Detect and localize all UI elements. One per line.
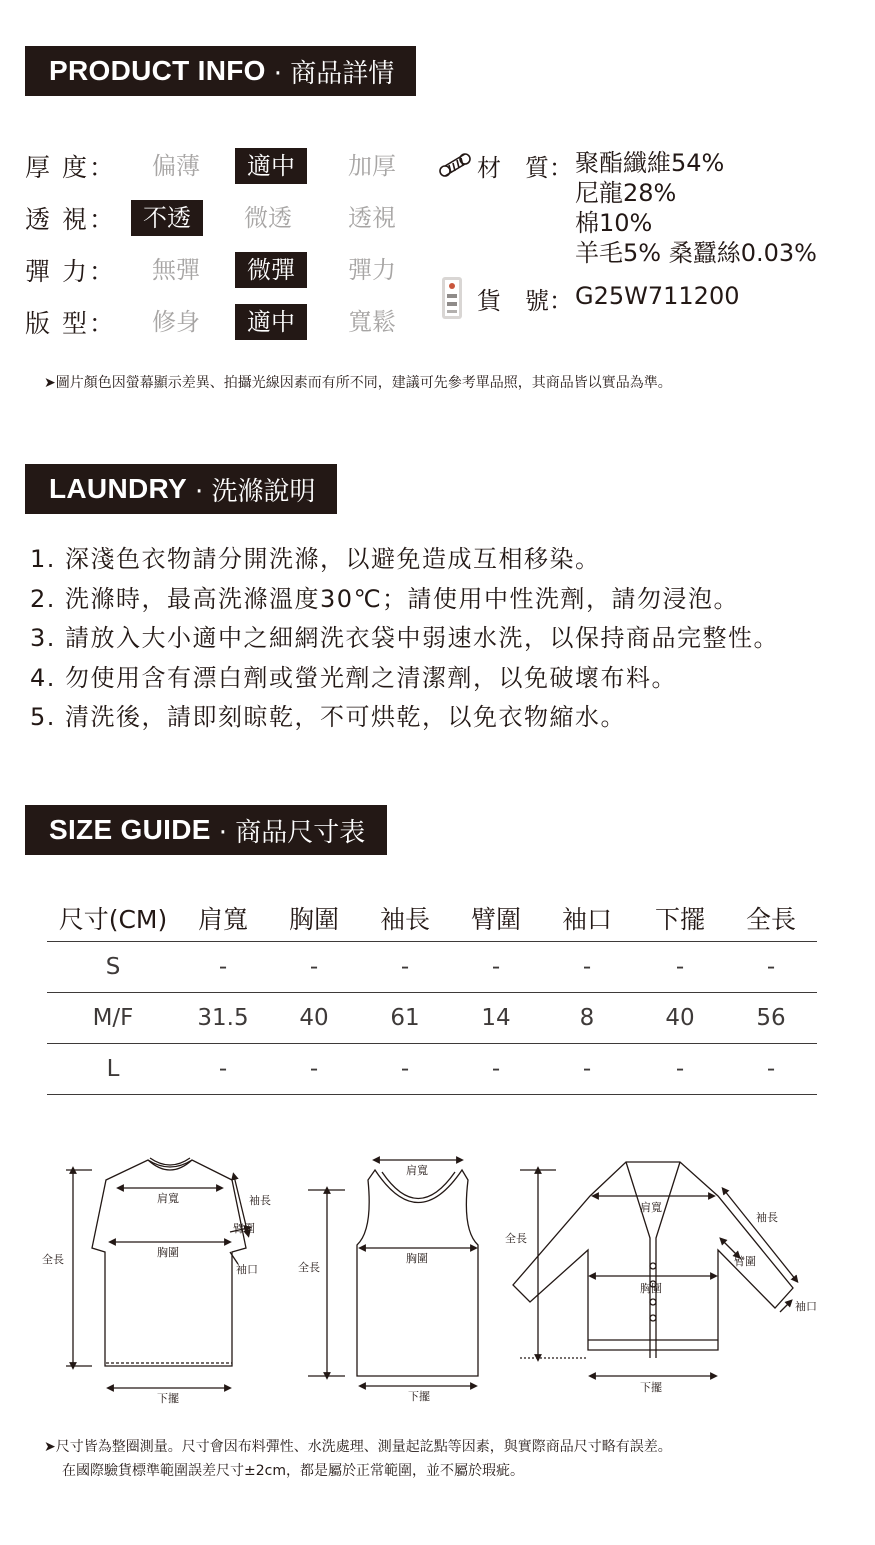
sku-value: G25W711200 — [575, 282, 740, 310]
attr-option-selected: 適中 — [235, 148, 307, 184]
attr-option-selected: 適中 — [235, 304, 307, 340]
attr-option-selected: 不透 — [131, 200, 203, 236]
attr-row-elasticity — [25, 252, 431, 288]
attr-label: 彈 力： — [25, 257, 116, 286]
table-row — [47, 1044, 817, 1095]
diagram-label: 下擺 — [157, 1392, 179, 1405]
table-cell: - — [218, 954, 228, 980]
diagram-label: 袖長 — [249, 1194, 271, 1207]
column-header: 袖長 — [379, 904, 430, 934]
material-line: 棉10% — [575, 209, 653, 237]
material-label: 材 質： — [477, 154, 573, 182]
diagram-label: 肩寬 — [640, 1201, 662, 1214]
laundry-item: 5. 清洗後，請即刻晾乾，不可烘乾，以免衣物縮水。 — [30, 703, 627, 731]
table-cell: - — [309, 1056, 319, 1082]
table-cell: 14 — [481, 1005, 511, 1031]
attr-option: 彈力 — [348, 256, 396, 284]
size-guide-title-en: SIZE GUIDE — [49, 814, 211, 845]
table-cell: - — [400, 1056, 410, 1082]
cardigan-diagram — [513, 1162, 796, 1376]
table-cell: - — [675, 954, 685, 980]
product-info-title-zh: · 商品詳情 — [273, 58, 395, 89]
diagram-label: 袖口 — [236, 1263, 258, 1276]
attr-row-thickness — [25, 148, 431, 184]
table-cell: 40 — [665, 1005, 695, 1031]
thread-spool-icon — [437, 151, 473, 185]
column-header: 肩寬 — [197, 904, 248, 934]
laundry-item: 4. 勿使用含有漂白劑或螢光劑之清潔劑，以免破壞布料。 — [30, 663, 678, 692]
attr-option: 加厚 — [348, 152, 396, 180]
column-header: 袖口 — [561, 904, 612, 934]
table-cell: - — [400, 954, 410, 980]
diagram-label: 下擺 — [640, 1381, 662, 1394]
diagram-label: 臂圍 — [233, 1222, 255, 1235]
diagram-label: 全長 — [42, 1253, 64, 1266]
attr-option: 偏薄 — [152, 152, 200, 180]
attr-row-fit — [25, 304, 431, 340]
table-cell: - — [766, 954, 776, 980]
column-header: 臂圍 — [470, 904, 521, 934]
table-cell: - — [582, 1056, 592, 1082]
column-header: 胸圍 — [288, 904, 339, 934]
table-cell: - — [491, 954, 501, 980]
diagram-label: 胸圍 — [157, 1246, 179, 1259]
size-cell: M/F — [92, 1005, 134, 1031]
diagram-label: 肩寬 — [157, 1192, 179, 1205]
diagram-label: 袖口 — [795, 1300, 817, 1313]
diagram-label: 肩寬 — [406, 1164, 428, 1177]
table-row — [47, 993, 817, 1044]
diagram-label: 臂圍 — [734, 1255, 756, 1268]
table-row — [47, 942, 817, 993]
table-cell: - — [309, 954, 319, 980]
material-line: 尼龍28% — [575, 179, 677, 207]
attr-option-selected: 微彈 — [235, 252, 307, 288]
laundry-header — [25, 464, 337, 514]
laundry-title-en: LAUNDRY — [49, 473, 187, 504]
diagram-label: 胸圍 — [406, 1252, 428, 1265]
material-line: 羊毛5% 桑蠶絲0.03% — [575, 239, 817, 267]
size-table — [47, 894, 817, 1095]
color-disclaimer: ➤圖片顏色因螢幕顯示差異、拍攝光線因素而有所不同，建議可先參考單品照，其商品皆以實品為準。 — [44, 375, 672, 391]
size-cell: L — [106, 1056, 120, 1082]
diagram-label: 下擺 — [408, 1390, 430, 1403]
table-cell: 40 — [299, 1005, 329, 1031]
tag-icon — [441, 276, 463, 326]
table-cell: - — [218, 1056, 228, 1082]
table-cell: - — [766, 1056, 776, 1082]
attr-row-transparency — [25, 200, 431, 236]
column-header: 下擺 — [654, 904, 705, 934]
table-cell: 61 — [390, 1005, 420, 1031]
attr-option: 透視 — [348, 204, 396, 232]
table-cell: - — [675, 1056, 685, 1082]
table-cell: - — [582, 954, 592, 980]
attr-option: 修身 — [152, 308, 200, 336]
attr-option: 寬鬆 — [348, 308, 396, 336]
column-header: 尺寸(CM) — [58, 904, 168, 934]
table-cell: - — [491, 1056, 501, 1082]
laundry-item: 1. 深淺色衣物請分開洗滌，以避免造成互相移染。 — [30, 545, 601, 573]
size-note-1: ➤尺寸皆為整圈測量。尺寸會因布料彈性、水洗處理、測量起訖點等因素，與實際商品尺寸略有誤差。 — [44, 1439, 672, 1455]
material-line: 聚酯纖維54% — [575, 149, 725, 177]
laundry-item: 3. 請放入大小適中之細網洗衣袋中弱速水洗，以保持商品完整性。 — [30, 624, 780, 652]
size-table-header — [47, 894, 817, 942]
column-header: 全長 — [745, 904, 796, 934]
laundry-list — [30, 540, 779, 738]
product-info-title-en: PRODUCT INFO — [49, 55, 266, 86]
size-guide-title-zh: · 商品尺寸表 — [218, 817, 366, 848]
attr-label: 版 型： — [25, 309, 116, 338]
diagram-label: 袖長 — [756, 1211, 778, 1224]
attr-label: 厚 度： — [25, 153, 116, 182]
size-cell: S — [105, 954, 121, 980]
sku-label: 貨 號： — [477, 287, 573, 315]
tank-diagram — [308, 1160, 478, 1386]
diagram-label: 胸圍 — [640, 1282, 662, 1295]
diagram-label: 全長 — [298, 1261, 320, 1274]
measurement-diagrams — [0, 1140, 875, 1420]
product-info-header — [25, 46, 416, 96]
attr-option: 無彈 — [152, 256, 200, 284]
laundry-title-zh: · 洗滌說明 — [194, 476, 316, 507]
attr-label: 透 視： — [25, 205, 116, 234]
table-cell: 56 — [756, 1005, 786, 1031]
attr-option: 微透 — [244, 204, 292, 232]
laundry-item: 2. 洗滌時，最高洗滌溫度30℃；請使用中性洗劑，請勿浸泡。 — [30, 584, 740, 613]
table-cell: 31.5 — [197, 1005, 249, 1031]
size-guide-header — [25, 805, 387, 855]
table-cell: 8 — [579, 1005, 595, 1031]
size-note-2: 在國際驗貨標準範圍誤差尺寸±2cm，都是屬於正常範圍，並不屬於瑕疵。 — [62, 1463, 524, 1479]
diagram-label: 全長 — [505, 1232, 527, 1245]
material-values — [575, 148, 845, 268]
